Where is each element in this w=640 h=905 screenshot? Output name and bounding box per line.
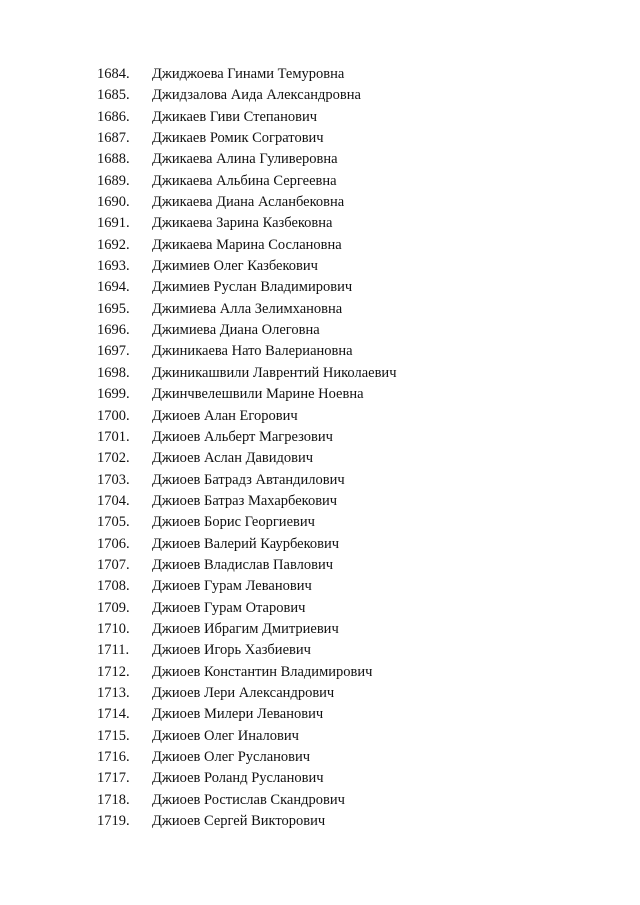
entry-number: 1686. — [97, 108, 130, 125]
entry-name: Джикаева Диана Асланбековна — [152, 194, 345, 211]
list-item — [0, 149, 640, 170]
entry-number: 1706. — [97, 535, 130, 552]
list-item — [0, 512, 640, 533]
list-item — [0, 384, 640, 405]
entry-name: Джиоев Альберт Магрезович — [152, 428, 333, 445]
list-item — [0, 491, 640, 512]
list-item — [0, 704, 640, 725]
entry-name: Джиджоева Гинами Темуровна — [152, 66, 345, 82]
list-item — [0, 171, 640, 192]
list-item — [0, 640, 640, 661]
list-item — [0, 256, 640, 277]
list-item — [0, 726, 640, 747]
entry-number: 1708. — [97, 578, 130, 595]
entry-name: Джиоев Гурам Отарович — [152, 599, 306, 616]
entry-number: 1688. — [97, 151, 130, 168]
entry-name: Джикаева Зарина Казбековна — [152, 215, 333, 232]
entry-number: 1698. — [97, 364, 130, 381]
entry-number: 1714. — [97, 706, 130, 723]
entry-name: Джиоев Ибрагим Дмитриевич — [152, 620, 339, 637]
list-item — [0, 470, 640, 491]
entry-number: 1703. — [97, 471, 130, 488]
entry-number: 1707. — [97, 556, 130, 573]
entry-name: Джикаев Ромик Согратович — [152, 130, 324, 147]
entry-name: Джинчвелешвили Марине Ноевна — [152, 386, 364, 403]
entry-number: 1712. — [97, 663, 130, 680]
list-item — [0, 747, 640, 768]
list-item — [0, 683, 640, 704]
entry-name: Джиоев Аслан Давидович — [152, 450, 314, 467]
entry-name: Джикаева Алина Гуливеровна — [152, 151, 338, 168]
entry-number: 1697. — [97, 343, 130, 360]
entry-name: Джимиев Олег Казбекович — [152, 258, 318, 275]
entry-name: Джиоев Сергей Викторович — [152, 813, 326, 830]
entry-number: 1684. — [97, 66, 130, 82]
entry-name: Джиоев Борис Георгиевич — [152, 514, 315, 531]
entry-number: 1715. — [97, 727, 130, 744]
entry-name: Джиоев Ростислав Скандрович — [152, 791, 345, 808]
entry-name: Джиоев Алан Егорович — [152, 407, 298, 424]
list-item — [0, 811, 640, 832]
entry-name: Джиоев Валерий Каурбекович — [152, 535, 340, 552]
entry-number: 1704. — [97, 492, 130, 509]
entry-name: Джиоев Владислав Павлович — [152, 556, 334, 573]
list-item — [0, 299, 640, 320]
entry-name: Джиоев Лери Александрович — [152, 684, 335, 701]
list-item — [0, 619, 640, 640]
entry-name: Джиоев Батрадз Автандилович — [152, 471, 345, 488]
entry-name: Джимиева Алла Зелимхановна — [152, 300, 343, 317]
list-item — [0, 213, 640, 234]
entry-number: 1693. — [97, 258, 130, 275]
list-item — [0, 662, 640, 683]
entry-name: Джимиева Диана Олеговна — [152, 322, 320, 339]
list-item — [0, 534, 640, 555]
entry-name: Джикаева Марина Сослановна — [152, 236, 342, 253]
entry-number: 1694. — [97, 279, 130, 296]
list-item — [0, 448, 640, 469]
entry-number: 1696. — [97, 322, 130, 339]
entry-number: 1691. — [97, 215, 130, 232]
list-item — [0, 576, 640, 597]
list-item — [0, 406, 640, 427]
list-item — [0, 598, 640, 619]
list-item — [0, 277, 640, 298]
list-item — [0, 555, 640, 576]
list-item — [0, 235, 640, 256]
entry-number: 1719. — [97, 813, 130, 830]
entry-number: 1685. — [97, 87, 130, 104]
entry-number: 1717. — [97, 770, 130, 787]
entry-name: Джиникаева Нато Валериановна — [152, 343, 353, 360]
entry-name: Джикаева Альбина Сергеевна — [152, 172, 337, 189]
entry-name: Джиоев Игорь Хазбиевич — [152, 642, 311, 659]
entry-number: 1699. — [97, 386, 130, 403]
name-list — [0, 64, 640, 832]
entry-name: Джиоев Гурам Леванович — [152, 578, 312, 595]
entry-name: Джикаев Гиви Степанович — [152, 108, 318, 125]
entry-number: 1709. — [97, 599, 130, 616]
entry-number: 1701. — [97, 428, 130, 445]
entry-number: 1695. — [97, 300, 130, 317]
list-item — [0, 320, 640, 341]
entry-name: Джидзалова Аида Александровна — [152, 87, 361, 104]
list-item — [0, 192, 640, 213]
entry-name: Джиоев Олег Русланович — [152, 749, 311, 765]
entry-number: 1687. — [97, 130, 130, 147]
entry-name: Джимиев Руслан Владимирович — [152, 279, 353, 296]
entry-number: 1713. — [97, 684, 130, 701]
entry-number: 1690. — [97, 194, 130, 211]
entry-number: 1689. — [97, 172, 130, 189]
entry-number: 1700. — [97, 407, 130, 424]
entry-number: 1716. — [97, 749, 130, 765]
list-item — [0, 790, 640, 811]
entry-name: Джиоев Батраз Махарбекович — [152, 492, 338, 509]
list-item — [0, 427, 640, 448]
entry-number: 1702. — [97, 450, 130, 467]
list-item — [0, 128, 640, 149]
entry-number: 1711. — [97, 642, 130, 659]
entry-number: 1718. — [97, 791, 130, 808]
list-item — [0, 768, 640, 789]
entry-name: Джиоев Милери Леванович — [152, 706, 324, 723]
entry-name: Джиоев Роланд Русланович — [152, 770, 324, 787]
entry-number: 1710. — [97, 620, 130, 637]
entry-name: Джиоев Олег Иналович — [152, 727, 299, 744]
list-item — [0, 64, 640, 85]
entry-name: Джиникашвили Лаврентий Николаевич — [152, 364, 397, 381]
list-item — [0, 363, 640, 384]
list-item — [0, 341, 640, 362]
entry-number: 1705. — [97, 514, 130, 531]
entry-name: Джиоев Константин Владимирович — [152, 663, 373, 680]
list-item — [0, 107, 640, 128]
list-item — [0, 85, 640, 106]
entry-number: 1692. — [97, 236, 130, 253]
